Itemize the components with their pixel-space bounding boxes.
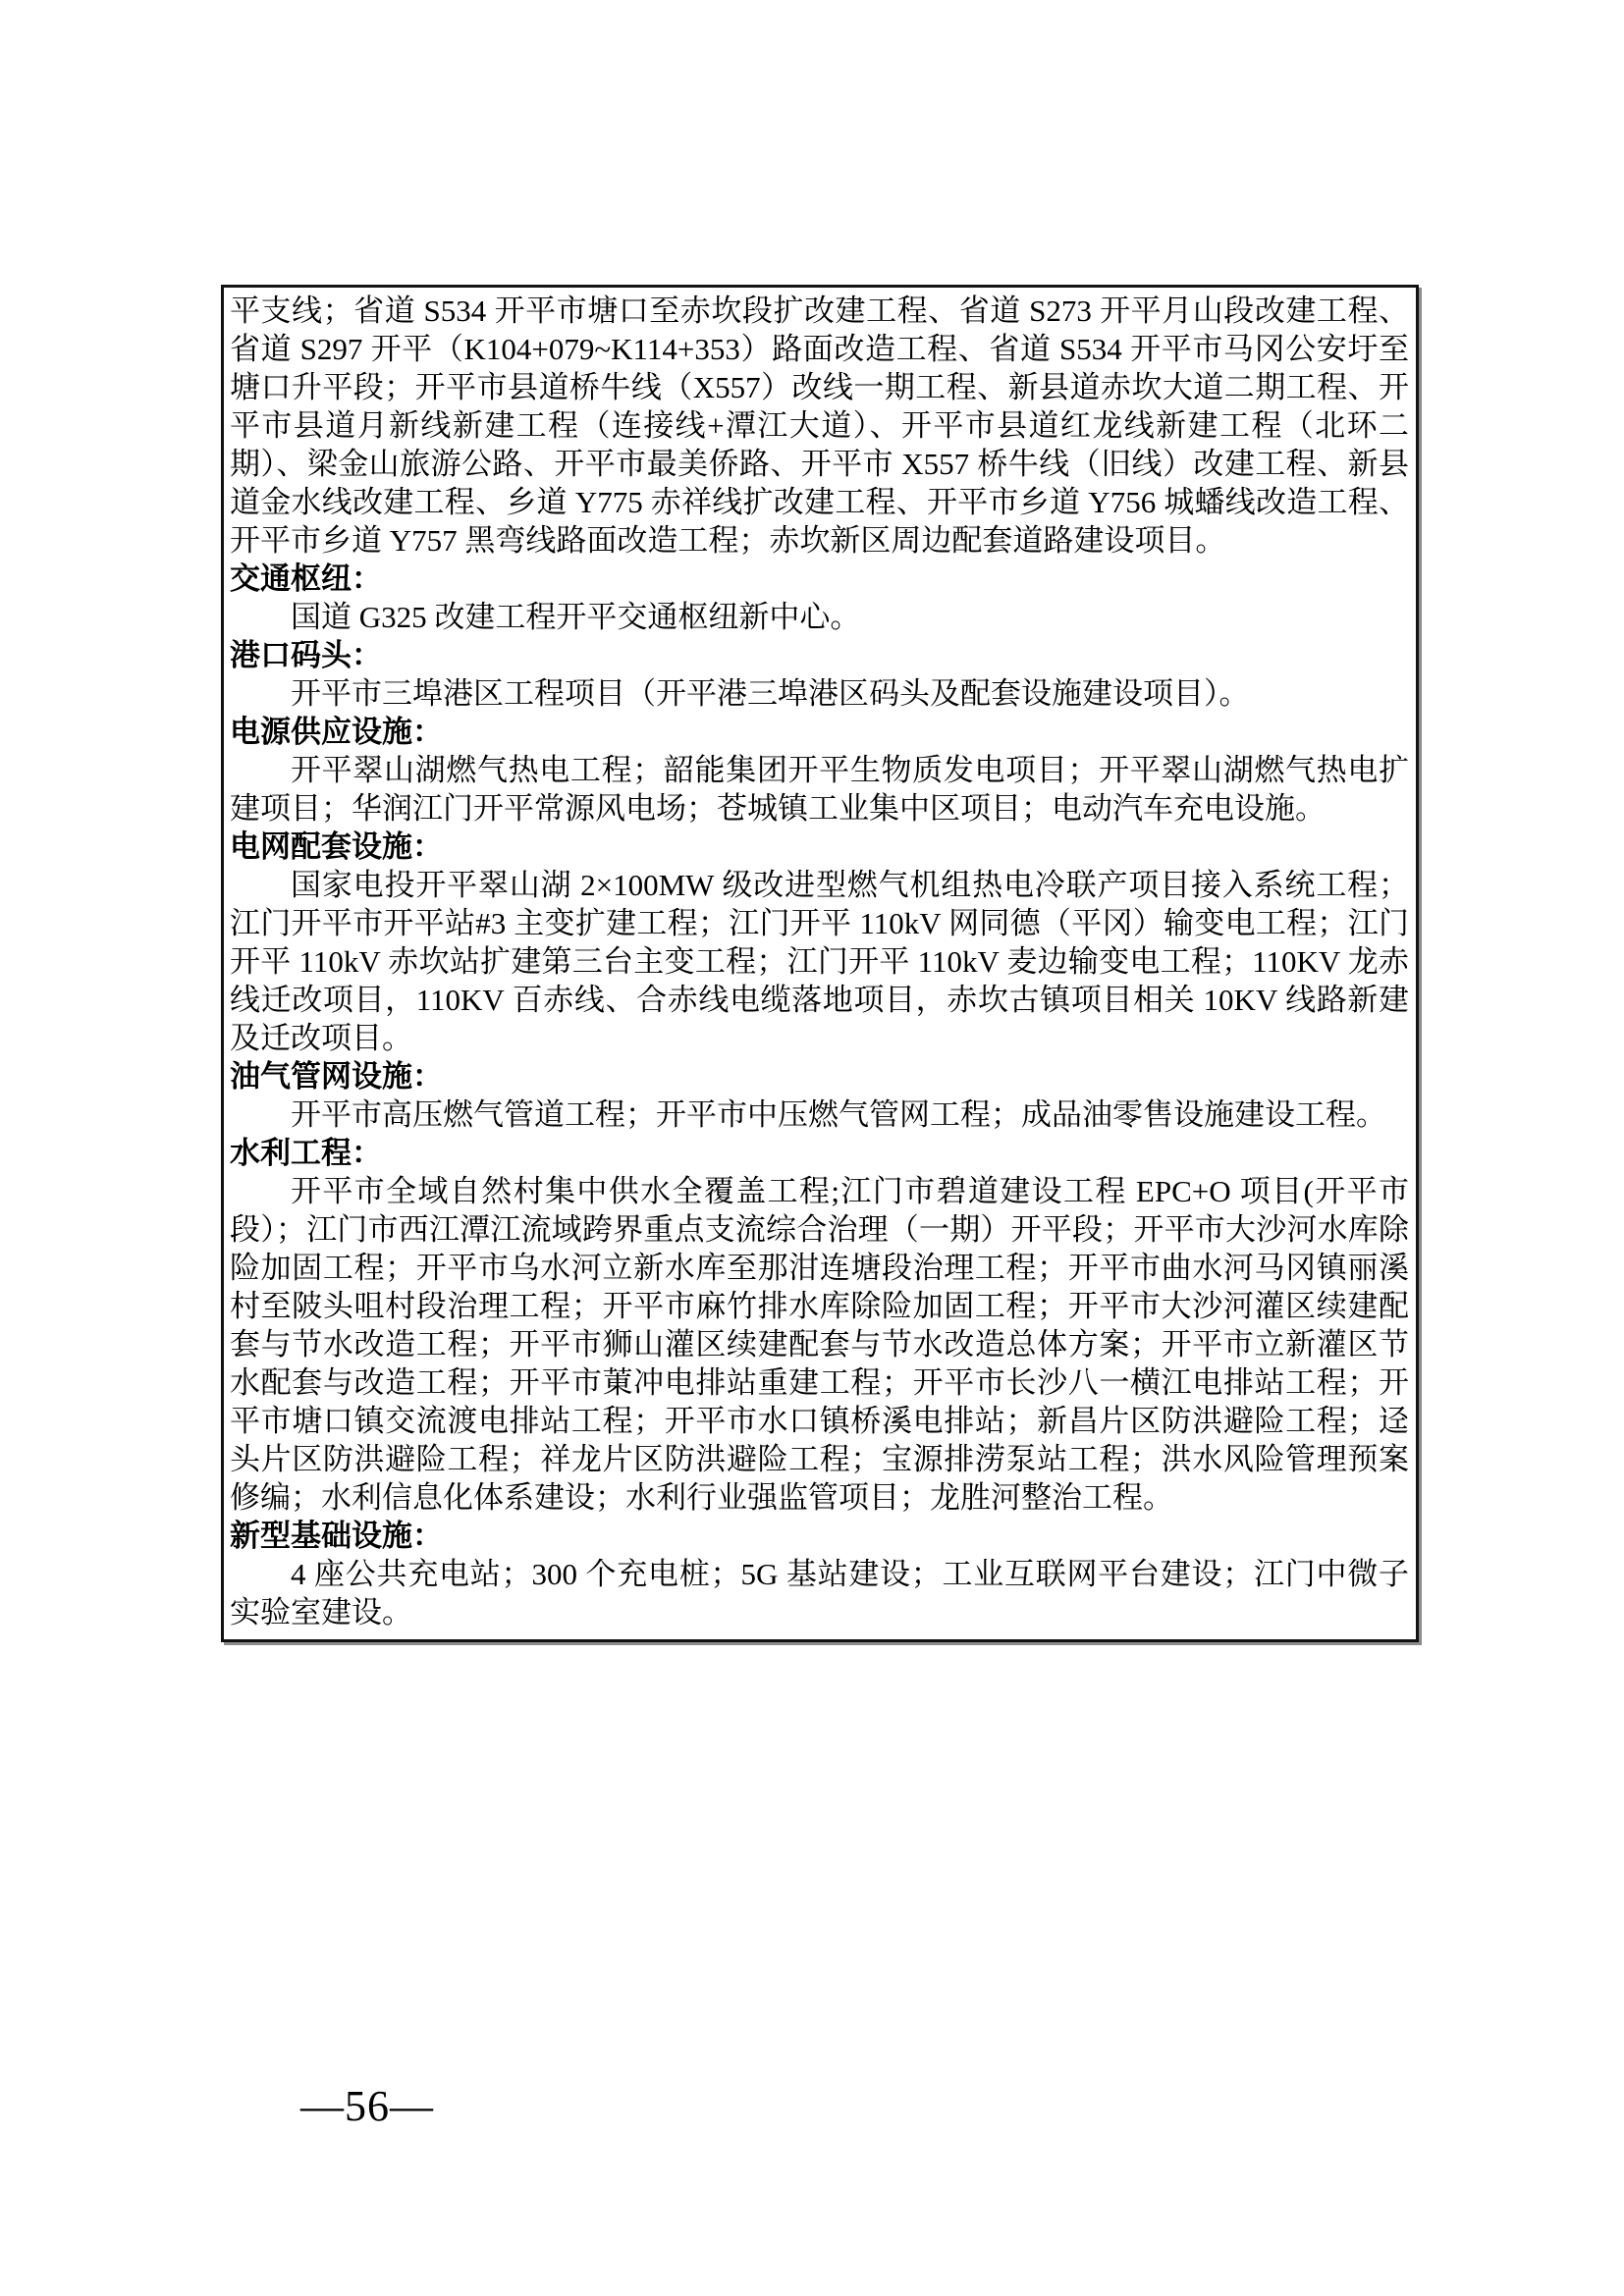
section-heading-transport-hub: 交通枢纽： [230,561,382,596]
section-oil-gas-pipeline-facilities-body: 开平市高压燃气管道工程；开平市中压燃气管网工程；成品油零售设施建设工程。 [291,1097,1386,1132]
section-roads-continued-body: 平支线；省道 S534 开平市塘口至赤坎段扩改建工程、省道 S273 开平月山段改建工程、省道 S297 开平（K104+079~K114+353）路面改造工程、省道 S534 开平市马冈公安圩至塘口升平段；开平市县道桥牛线（X557）改线一期工程、新县道赤坎大道二期工程、开平市县道月新线新建工程（连接线+潭江大道）、开平市县道红龙线新建工程（北环二期）、梁金山旅游公路、开平市最美侨路、开平市 X557 桥牛线（旧线）改建工程、新县道金水线改建工程、乡道 Y775 赤祥线扩改建工程、开平市乡道 Y756 城蟠线改造工程、开平市乡道 Y757 黑弯线路面改造工程；赤坎新区周边配套道路建设项目。 [230,294,1409,558]
section-ports-wharves-body: 开平市三埠港区工程项目（开平港三埠港区码头及配套设施建设项目）。 [291,676,1250,711]
section-heading-oil-gas-pipeline-facilities: 油气管网设施： [230,1059,443,1094]
section-water-conservancy-projects-body: 开平市全域自然村集中供水全覆盖工程;江门市碧道建设工程 EPC+O 项目(开平市段）；江门市西江潭江流域跨界重点支流综合治理（一期）开平段；开平市大沙河水库除险加固工程；开平市乌水河立新水库至那泔连塘段治理工程；开平市曲水河马冈镇丽溪村至陂头咀村段治理工程；开平市麻竹排水库除险加固工程；开平市大沙河灌区续建配套与节水改造工程；开平市狮山灌区续建配套与节水改造总体方案；开平市立新灌区节水配套与改造工程；开平市菄冲电排站重建工程；开平市长沙八一横江电排站工程；开平市塘口镇交流渡电排站工程；开平市水口镇桥溪电排站；新昌片区防洪避险工程；迳头片区防洪避险工程；祥龙片区防洪避险工程；宝源排涝泵站工程；洪水风险管理预案修编；水利信息化体系建设；水利行业强监管项目；龙胜河整治工程。 [230,1174,1410,1515]
section-transport-hub-body: 国道 G325 改建工程开平交通枢纽新中心。 [291,600,861,634]
section-heading-power-supply-facilities: 电源供应设施： [230,715,443,749]
section-grid-supporting-facilities-body: 国家电投开平翠山湖 2×100MW 级改进型燃气机组热电冷联产项目接入系统工程；江门开平市开平站#3 主变扩建工程；江门开平 110kV 网同德（平冈）输变电工程；江门开平 110kV 赤坎站扩建第三台主变工程；江门开平 110kV 麦边输变电工程；110KV 龙赤线迁改项目，110KV 百赤线、合赤线电缆落地项目，赤坎古镇项目相关 10KV 线路新建及迁改项目。 [230,868,1409,1055]
section-new-infrastructure-body: 4 座公共充电站；300 个充电桩；5G 基站建设；工业互联网平台建设；江门中微子实验室建设。 [230,1557,1409,1629]
section-heading-ports-wharves: 港口码头： [230,638,382,672]
section-heading-grid-supporting-facilities: 电网配套设施： [230,829,443,864]
page-number: —56— [300,2082,434,2130]
section-heading-new-infrastructure: 新型基础设施： [230,1519,443,1553]
section-power-supply-facilities-body: 开平翠山湖燃气热电工程；韶能集团开平生物质发电项目；开平翠山湖燃气热电扩建项目；华润江门开平常源风电场；苍城镇工业集中区项目；电动汽车充电设施。 [230,753,1409,826]
document-table-cell [221,285,1419,1642]
section-heading-water-conservancy-projects: 水利工程： [230,1136,382,1170]
